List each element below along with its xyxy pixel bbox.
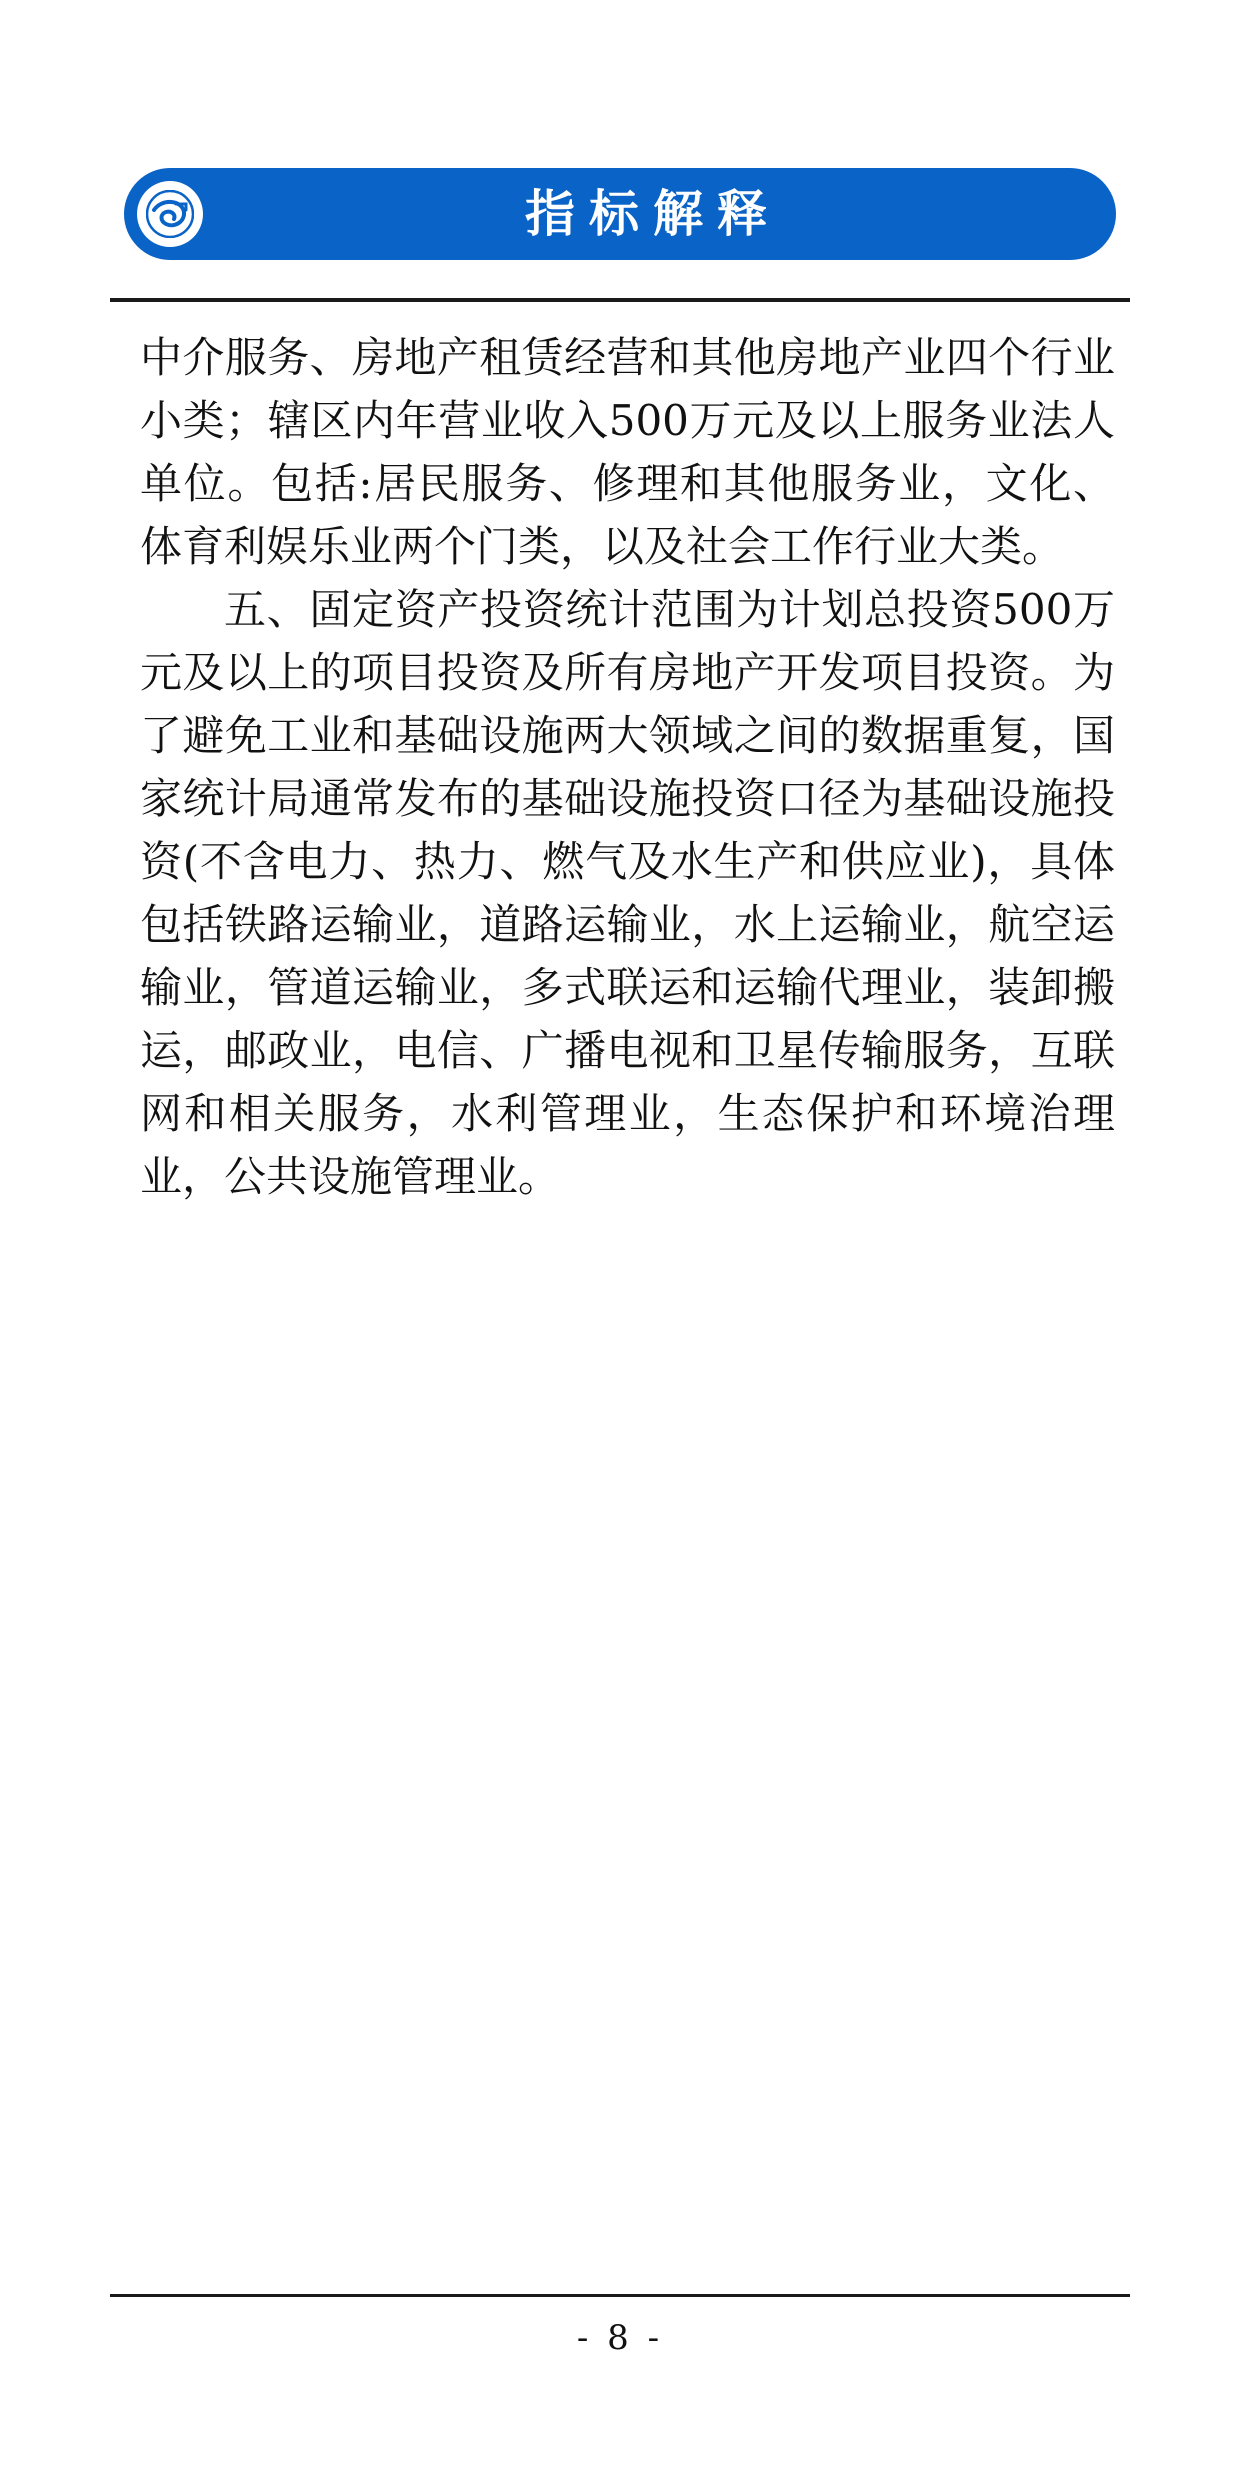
logo-container — [124, 168, 216, 260]
statistics-bureau-logo-icon — [137, 181, 203, 247]
header-divider-rule — [110, 298, 1130, 302]
footer-divider-rule — [110, 2294, 1130, 2297]
logo-glyph — [146, 190, 194, 238]
document-body — [140, 326, 1115, 1208]
paragraph: 中介服务、房地产租赁经营和其他房地产业四个行业小类；辖区内年营业收入500万元及以上服务业法人单位。包括:居民服务、修理和其他服务业，文化、体育利娱乐业两个门类，以及社会工作行业大类。 — [140, 333, 1115, 571]
paragraph: 五、固定资产投资统计范围为计划总投资500万元及以上的项目投资及所有房地产开发项目投资。为了避免工业和基础设施两大领域之间的数据重复，国家统计局通常发布的基础设施投资口径为基础设施投资(不含电力、热力、燃气及水生产和供应业)，具体包括铁路运输业，道路运输业，水上运输业，航空运输业，管道运输业，多式联运和运输代理业，装卸搬运，邮政业，电信、广播电视和卫星传输服务，互联网和相关服务，水利管理业，生态保护和环境治理业，公共设施管理业。 — [140, 585, 1115, 1201]
page-title: 指标解释 — [525, 184, 781, 243]
page-header-banner — [124, 168, 1116, 260]
page-number: - 8 - — [576, 2318, 664, 2358]
